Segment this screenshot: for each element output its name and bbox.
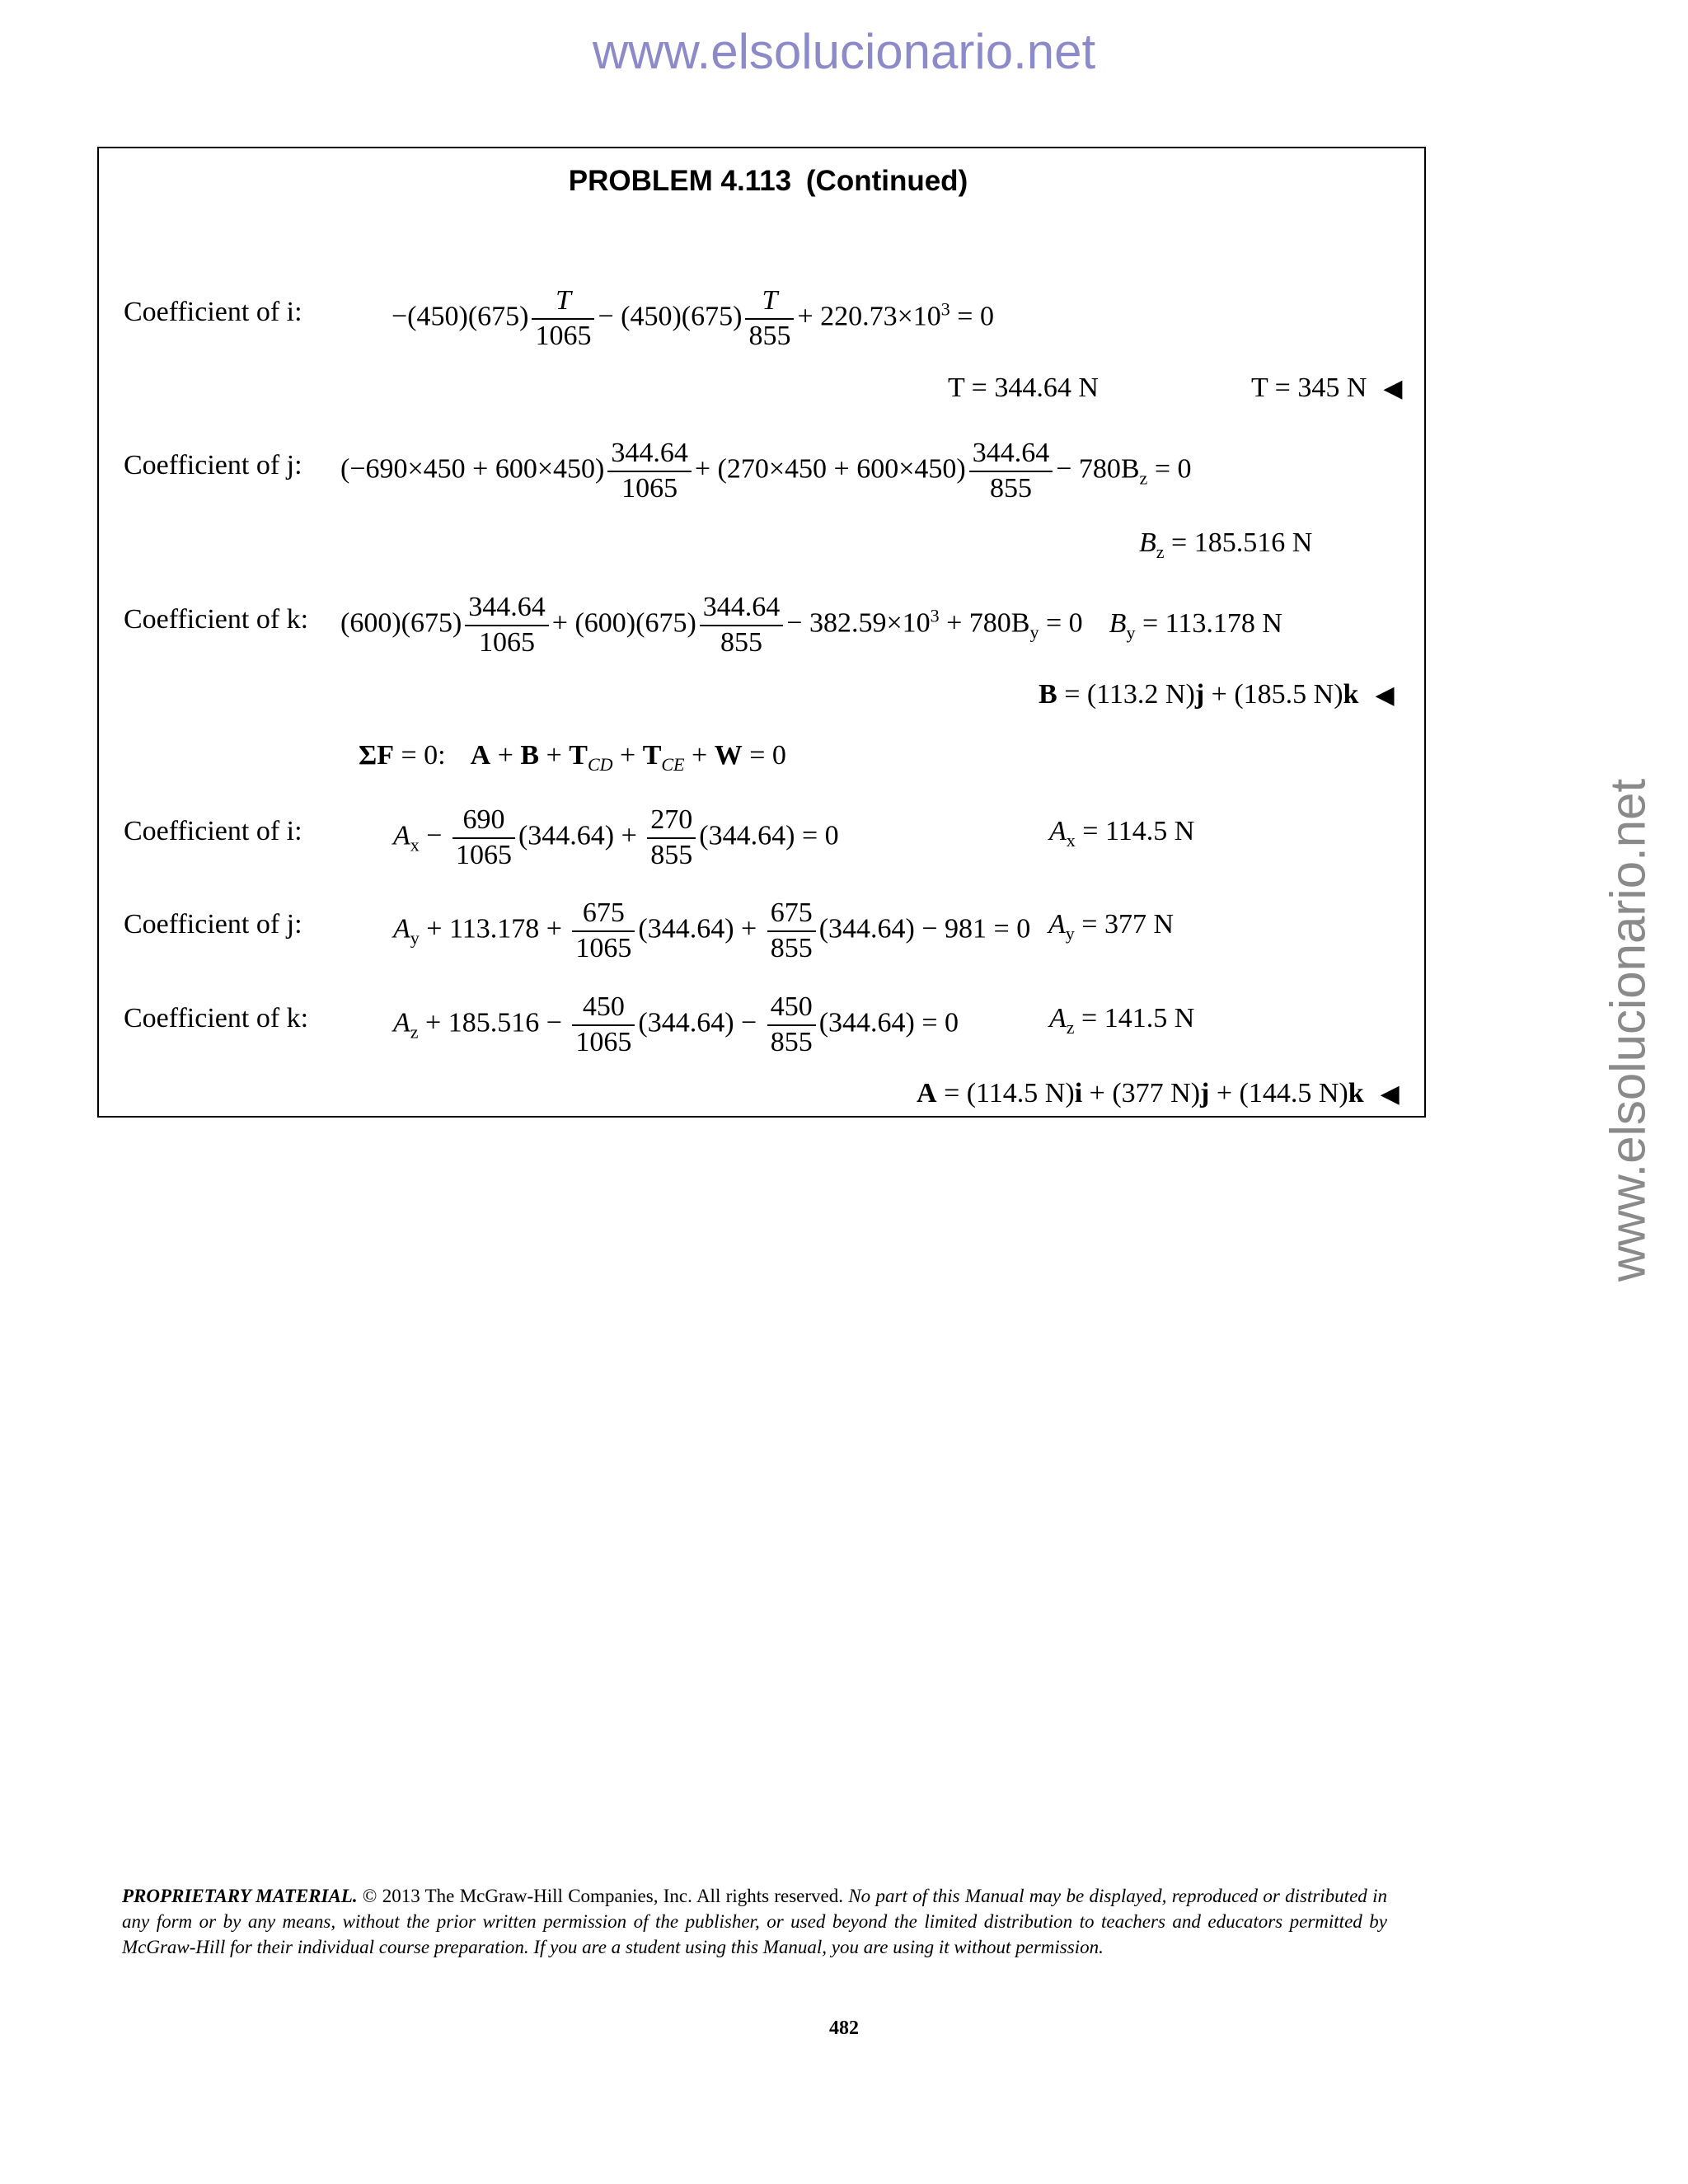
result-bz: $B_z = 185.516$ N [1139,527,1313,562]
label-coef-k-1: Coefficient of k: [124,604,309,635]
label-coef-i-1: Coefficient of i: [124,297,302,327]
label-coef-j-2: Coefficient of j: [124,909,302,940]
equation-az: $A_z + 185.516$ − $\frac{450}{1065}$ (344.64) − $\frac{450}{855}$ (344.64) = 0 [393,991,959,1057]
problem-title: PROBLEM 4.113 (Continued) [568,165,968,197]
result-b-vector: B = (113.2 N)j + (185.5 N)k ◀ [1039,679,1395,710]
result-ax: $A_x = 114.5$ N [1049,816,1195,851]
page-number: 482 [829,2018,859,2039]
label-coef-j-1: Coefficient of j: [124,450,302,480]
label-coef-i-2: Coefficient of i: [124,816,302,846]
answer-marker-icon: ◀ [1380,1080,1400,1108]
result-tension-exact: T = 344.64 N [948,373,1099,403]
equation-coef-k-moment: (600)(675) $\frac{344.64}{1065}$ + (600)(675) $\frac{344.64}{855}$ − $382.59\times 10^3 + 780B_y = 0$ $B_y = 113.178$ N [340,592,1282,658]
equation-ay: $A_y + 113.178$ + $\frac{675}{1065}$ (344.64) + $\frac{675}{855}$ (344.64) − 981 = 0 [393,898,1031,963]
watermark-side: www.elsolucionario.net [1600,778,1656,1282]
watermark-top: www.elsolucionario.net [592,24,1096,79]
answer-marker-icon: ◀ [1375,681,1395,710]
equation-ax: $A_x$ − $\frac{690}{1065}$ (344.64) + $\frac{270}{855}$ (344.64) = 0 [393,804,839,870]
equation-coef-j-moment: (−690×450 + 600×450) $\frac{344.64}{1065}$ + (270×450 + 600×450) $\frac{344.64}{855}$ − $780B_z = 0$ [340,438,1192,504]
result-ay: $A_y = 377$ N [1048,909,1175,944]
equation-coef-i-moment: −(450)(675) $\frac{T}{1065}$ − (450)(675) $\frac{T}{855}$ + $220.73\times 10^3 = 0$ [392,285,994,351]
label-coef-k-2: Coefficient of k: [124,1003,309,1033]
result-tension-answer: T = 345 N ◀ [1251,373,1403,403]
result-az: $A_z = 141.5$ N [1049,1003,1195,1038]
result-a-vector: A = (114.5 N)i + (377 N)j + (144.5 N)k ◀ [917,1078,1400,1108]
equation-sum-forces: ΣF = 0: $A + B + T_{CD} + T_{CE} + W = 0$ [359,740,786,775]
solution-box [97,147,1426,1118]
copyright-footer: PROPRIETARY MATERIAL. © 2013 The McGraw-Hill Companies, Inc. All rights reserved. No part of this Manual may be displayed, reproduced or distributed in any form or by any means, without the prior written permission of the publisher, or used beyond the limited distribution to teachers and educators permitted by McGraw-Hill for their individual course preparation. If you are a student using this Manual, you are using it without permission. [122,1886,1387,1958]
answer-marker-icon: ◀ [1383,374,1403,403]
